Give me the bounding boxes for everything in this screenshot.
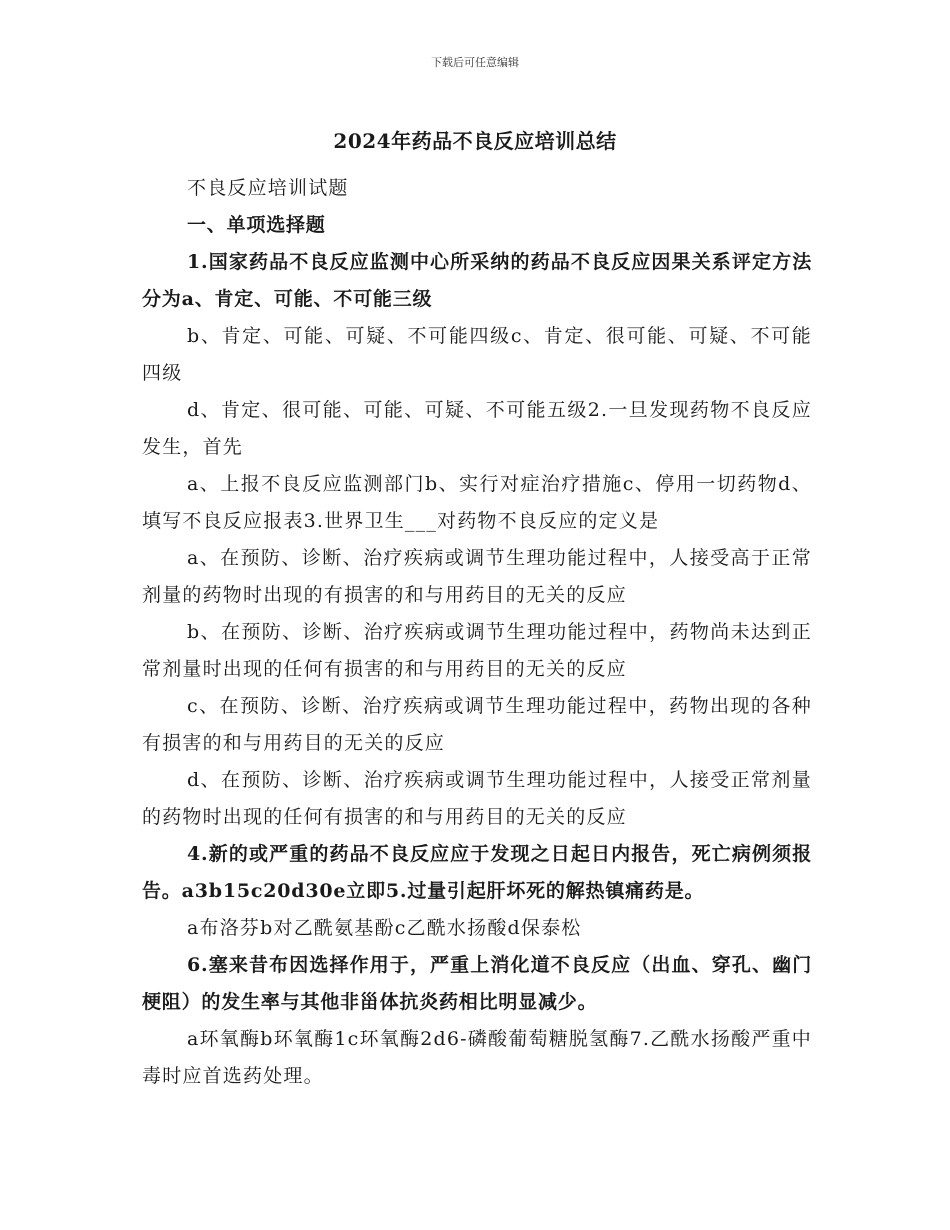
paragraph: a、上报不良反应监测部门b、实行对症治疗措施c、停用一切药物d、填写不良反应报表3.世界卫生___对药物不良反应的定义是 (142, 473, 812, 532)
paragraph: d、在预防、诊断、治疗疾病或调节生理功能过程中，人接受正常剂量的药物时出现的任何有损害的和与用药目的无关的反应 (142, 769, 812, 828)
section-heading: 一、单项选择题 (187, 214, 326, 236)
paragraph: b、肯定、可能、可疑、不可能四级c、肯定、很可能、可疑、不可能四级 (142, 325, 812, 384)
header-note: 下载后可任意编辑 (431, 56, 519, 69)
document-title: 2024年药品不良反应培训总结 (333, 129, 617, 153)
paragraph: a布洛芬b对乙酰氨基酚c乙酰水扬酸d保泰松 (187, 917, 582, 939)
paragraph: c、在预防、诊断、治疗疾病或调节生理功能过程中，药物出现的各种有损害的和与用药目的无关的反应 (142, 695, 812, 754)
paragraph: b、在预防、诊断、治疗疾病或调节生理功能过程中，药物尚未达到正常剂量时出现的任何有损害的和与用药目的无关的反应 (142, 621, 812, 680)
paragraph: a环氧酶b环氧酶1c环氧酶2d6-磷酸葡萄糖脱氢酶7.乙酰水扬酸严重中毒时应首选药处理。 (142, 1028, 812, 1087)
paragraph: 不良反应培训试题 (187, 177, 349, 199)
question-4: 4.新的或严重的药品不良反应应于发现之日起日内报告，死亡病例须报告。a3b15c20d30e立即5.过量引起肝坏死的解热镇痛药是。 (142, 843, 812, 902)
document-body (142, 170, 812, 1095)
question-6: 6.塞来昔布因选择作用于，严重上消化道不良反应（出血、穿孔、幽门梗阻）的发生率与其他非甾体抗炎药相比明显减少。 (142, 954, 812, 1013)
paragraph: d、肯定、很可能、可能、可疑、不可能五级2.一旦发现药物不良反应发生，首先 (142, 399, 812, 458)
paragraph: a、在预防、诊断、治疗疾病或调节生理功能过程中，人接受高于正常剂量的药物时出现的有损害的和与用药目的无关的反应 (142, 547, 812, 606)
question-1: 1.国家药品不良反应监测中心所采纳的药品不良反应因果关系评定方法分为a、肯定、可能、不可能三级 (142, 251, 812, 310)
